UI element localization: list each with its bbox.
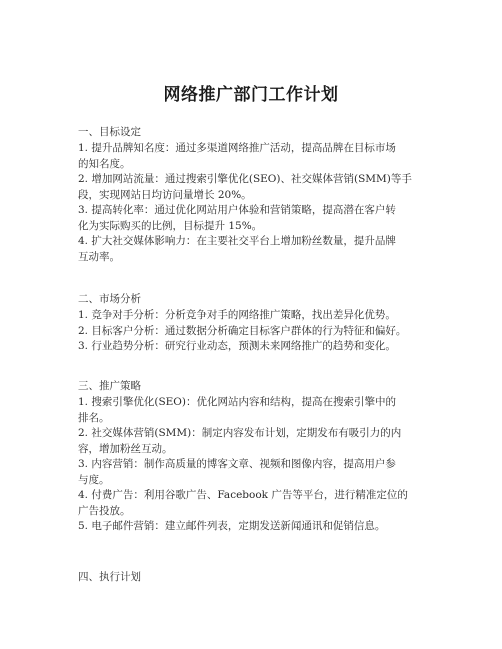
text-line: 1. 搜索引擎优化(SEO)：优化网站内容和结构，提高在搜索引擎中的: [78, 396, 397, 408]
text-line: 2. 社交媒体营销(SMM)：制定内容发布计划，定期发布有吸引力的内: [78, 427, 402, 439]
text-line: 段，实现网站日均访问量增长 20%。: [78, 188, 252, 201]
section-heading: 二、市场分析: [78, 293, 141, 305]
text-line: 1. 竞争对手分析：分析竞争对手的网络推广策略，找出差异化优势。: [78, 309, 396, 321]
text-line: 容，增加粉丝互动。: [78, 442, 173, 455]
section-market-analysis: [78, 291, 438, 355]
text-line: 4. 扩大社交媒体影响力：在主要社交平台上增加粉丝数量，提升品牌: [78, 235, 396, 247]
text-line: 广告投放。: [78, 504, 131, 517]
text-line: 1. 提升品牌知名度：通过多渠道网络推广活动，提高品牌在目标市场: [78, 142, 396, 154]
text-line: 与度。: [78, 473, 110, 486]
section-goal-setting: [78, 124, 438, 265]
text-line: 4. 付费广告：利用谷歌广告、Facebook 广告等平台，进行精准定位的: [78, 489, 408, 501]
text-line: 5. 电子邮件营销：建立邮件列表，定期发送新闻通讯和促销信息。: [78, 520, 386, 532]
section-promotion-strategy: [78, 378, 438, 535]
text-line: 化为实际购买的比例，目标提升 15%。: [78, 219, 263, 232]
text-line: 3. 内容营销：制作高质量的博客文章、视频和图像内容，提高用户参: [78, 458, 396, 470]
text-line: 的知名度。: [78, 157, 131, 170]
section-execution-plan: [78, 569, 438, 586]
section-heading: 一、目标设定: [78, 126, 141, 138]
text-line: 3. 行业趋势分析：研究行业动态，预测未来网络推广的趋势和变化。: [78, 340, 396, 352]
section-heading: 四、执行计划: [78, 571, 141, 583]
section-heading: 三、推广策略: [78, 380, 141, 392]
text-line: 互动率。: [78, 250, 120, 263]
text-line: 3. 提高转化率：通过优化网站用户体验和营销策略，提高潜在客户转: [78, 204, 396, 216]
document-title: 网络推广部门工作计划: [163, 85, 339, 105]
text-line: 2. 目标客户分析：通过数据分析确定目标客户群体的行为特征和偏好。: [78, 324, 407, 337]
text-line: 2. 增加网站流量：通过搜索引擎优化(SEO)、社交媒体营销(SMM)等手: [78, 173, 412, 185]
text-line: 排名。: [78, 411, 110, 424]
